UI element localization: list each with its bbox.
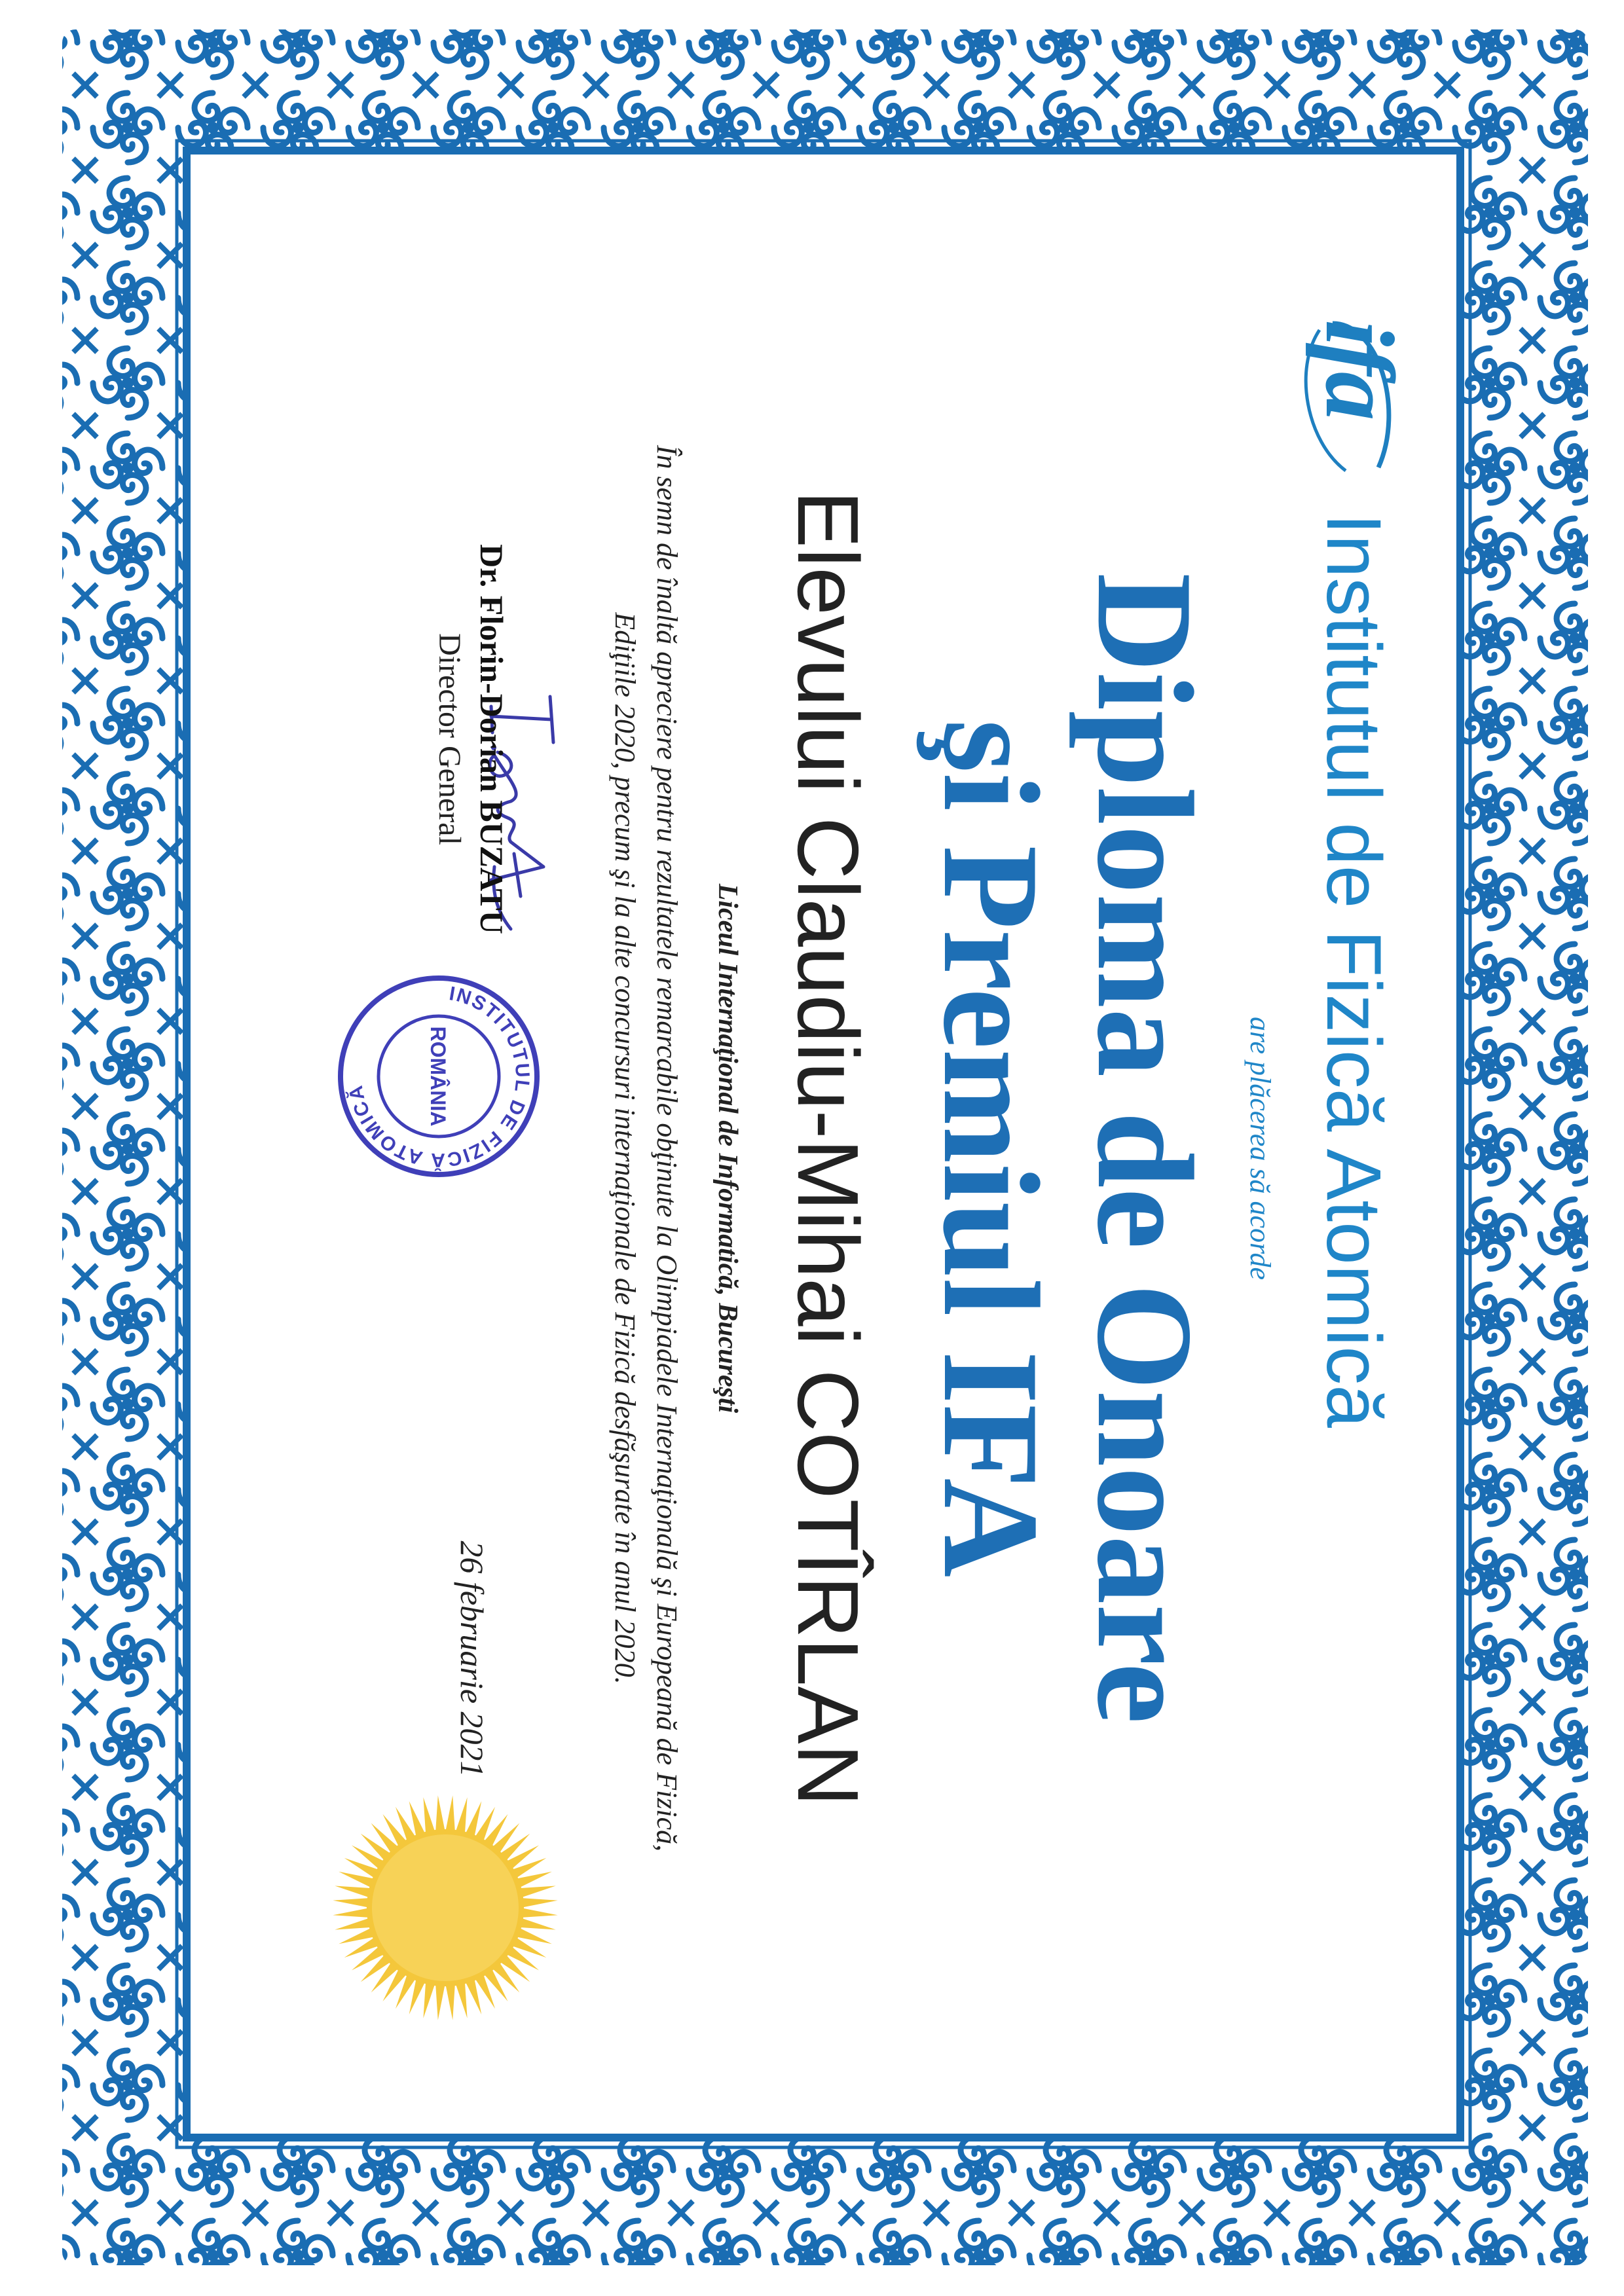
diploma-title	[913, 199, 1221, 2098]
signer-name: Dr. Florin-Dorian BUZATU	[473, 543, 510, 934]
signer-role: Director General	[432, 632, 467, 845]
institute-name: Institutul de Fizică Atomică	[1310, 513, 1397, 1428]
gold-seal-icon	[321, 1783, 570, 2032]
citation-line-2: Ediţiile 2020, precum şi la alte concursuri internaţionale de Fizică desfăşurate în anul 2020.	[609, 611, 641, 1685]
certificate-content	[170, 199, 1454, 2098]
ifa-logo	[1280, 310, 1418, 481]
issue-date: 26 februarie 2021	[454, 1540, 490, 1777]
title-line-1: Diploma de Onoare	[1069, 572, 1221, 1724]
citation-line-1: În semn de înaltă apreciere pentru rezultatele remarcabile obţinute la Olimpiadele Internaţională şi Europeană de Fizică,	[651, 445, 683, 1851]
student-name: Elevului Claudiu-Mihai COTÎRLAN	[780, 490, 876, 1806]
institute-stamp-icon	[334, 972, 544, 1181]
school-name: Liceul Internaţional de Informatică, Bucureşti	[712, 883, 743, 1413]
citation-text	[604, 330, 688, 1967]
stamp-inner-text: ROMÂNIA	[426, 1026, 450, 1126]
stamp-outer-text: INSTITUTUL DE FIZICĂ ATOMICĂ	[344, 982, 534, 1171]
subtitle: are plăcerea să acorde	[1244, 1016, 1276, 1280]
title-line-2: şi Premiul IFA	[915, 719, 1067, 1577]
logo-text: ifa	[1305, 319, 1414, 417]
